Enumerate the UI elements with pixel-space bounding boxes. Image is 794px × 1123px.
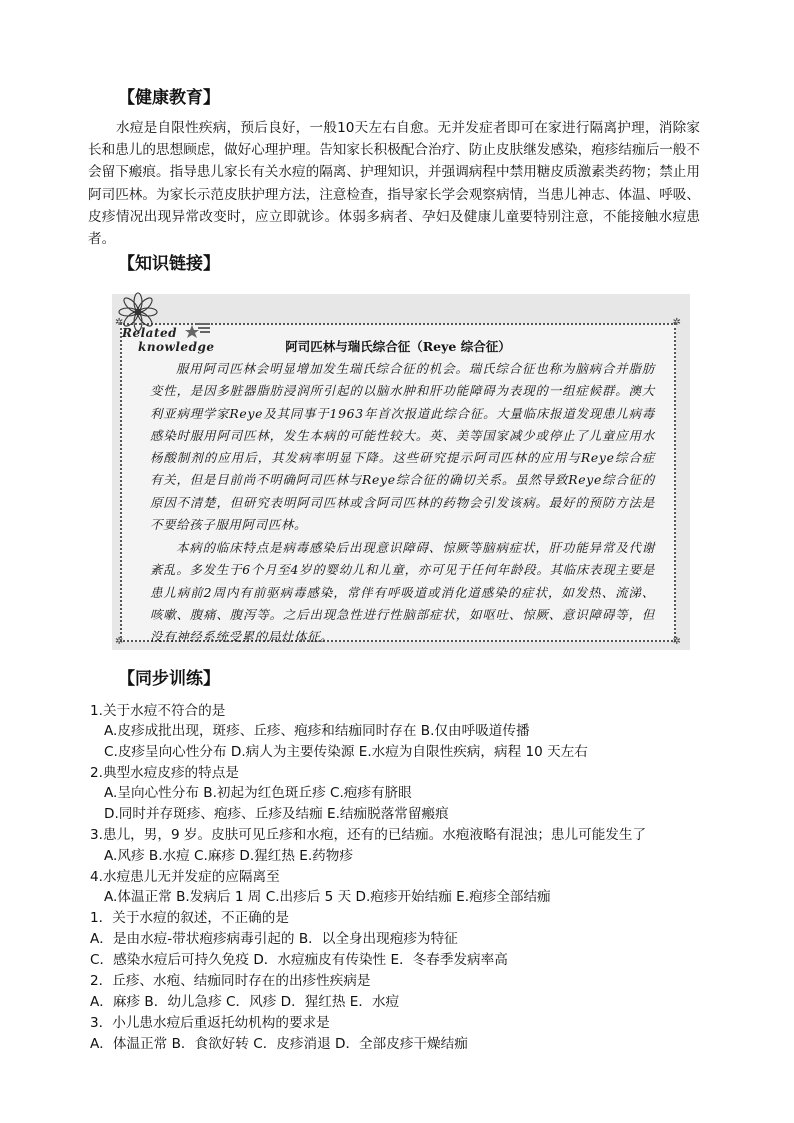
logo-text-knowledge: knowledge: [138, 340, 215, 354]
corner-ornament-icon: ✲: [115, 636, 124, 647]
knowledge-box-paragraph-2: 本病的临床特点是病毒感染后出现意识障碍、惊厥等脑病症状，肝功能异常及代谢紊乱。多发生于6个月至4岁的婴幼儿和儿童，亦可见于任何年龄段。其临床表现主要是患儿病前2周内有前驱病毒感染，常伴有呼吸道或消化道感染的症状，如发热、流涕、咳嗽、腹痛、腹泻等。之后出现急性进行性脑部症状，如呕吐、惊厥、意识障碍等，但没有神经系统受累的局灶体征。: [150, 540, 655, 645]
question-b1-options-c: C．感染水痘后可持久免疫 D．水痘痂皮有传染性 E．冬春季发病率高: [90, 952, 508, 968]
health-education-heading: 【健康教育】: [118, 88, 220, 108]
question-3-options: A.风疹 B.水痘 C.麻疹 D.猩红热 E.药物疹: [104, 848, 353, 864]
question-b3-stem: 3．小儿患水痘后重返托幼机构的要求是: [90, 1015, 330, 1031]
question-1-options-a: A.皮疹成批出现，斑疹、丘疹、疱疹和结痂同时存在 B.仅由呼吸道传播: [104, 723, 530, 739]
health-education-paragraph: 水痘是自限性疾病，预后良好，一般10天左右自愈。无并发症者即可在家进行隔离护理，消除家长和患儿的思想顾虑，做好心理护理。告知家长积极配合治疗、防止皮肤继发感染，疱疹结痂后一般不会留下瘢痕。指导患儿家长有关水痘的隔离、护理知识，并强调病程中禁用糖皮质激素类药物；禁止用阿司匹林。为家长示范皮肤护理方法，注意检查，指导家长学会观察病情，当患儿神志、体温、呼吸、皮疹情况出现异常改变时，应立即就诊。体弱多病者、孕妇及健康儿童要特别注意，不能接触水痘患者。: [88, 120, 700, 248]
logo-text-related: Related: [122, 326, 178, 340]
practice-heading: 【同步训练】: [118, 669, 220, 689]
question-2-options-d: D.同时并存斑疹、疱疹、丘疹及结痂 E.结痂脱落常留瘢痕: [104, 806, 449, 822]
corner-ornament-icon: ✲: [672, 636, 681, 647]
question-b2-stem: 2．丘疹、水疱、结痂同时存在的出疹性疾病是: [90, 973, 371, 989]
question-b1-options-a: A．是由水痘-带状疱疹病毒引起的 B．以全身出现疱疹为特征: [90, 931, 458, 947]
related-knowledge-logo: [112, 292, 222, 356]
knowledge-link-heading: 【知识链接】: [118, 254, 220, 274]
question-b2-options: A．麻疹 B．幼儿急疹 C．风疹 D．猩红热 E．水痘: [90, 994, 400, 1010]
question-4-stem: 4.水痘患儿无并发症的应隔离至: [90, 869, 280, 885]
question-b3-options: A．体温正常 B．食欲好转 C．皮疹消退 D．全部皮疹干燥结痂: [90, 1036, 468, 1052]
corner-ornament-icon: ✲: [672, 317, 681, 328]
question-b1-stem: 1．关于水痘的叙述，不正确的是: [90, 910, 289, 926]
question-1-options-c: C.皮疹呈向心性分布 D.病人为主要传染源 E.水痘为自限性疾病，病程 10 天左右: [104, 744, 588, 760]
question-1-stem: 1.关于水痘不符合的是: [90, 703, 226, 719]
question-2-options-a: A.呈向心性分布 B.初起为红色斑丘疹 C.疱疹有脐眼: [104, 785, 412, 801]
knowledge-box: [115, 317, 681, 647]
knowledge-box-title: 阿司匹林与瑞氏综合征（Reye 综合征）: [285, 339, 511, 354]
question-4-options: A.体温正常 B.发病后 1 周 C.出疹后 5 天 D.疱疹开始结痂 E.疱疹全部结痂: [104, 889, 551, 905]
knowledge-box-paragraph-1: 服用阿司匹林会明显增加发生瑞氏综合征的机会。瑞氏综合征也称为脑病合并脂肪变性，是因多脏器脂肪浸润所引起的以脑水肿和肝功能障碍为表现的一组症候群。澳大利亚病理学家Reye及其同事于1963年首次报道此综合征。大量临床报道发现患儿病毒感染时服用阿司匹林，发生本病的可能性较大。英、美等国家减少或停止了儿童应用水杨酸制剂的应用后，其发病率明显下降。这些研究提示阿司匹林的应用与Reye综合症有关，但是目前尚不明确阿司匹林与Reye综合征的确切关系。虽然导致Reye综合征的原因不清楚，但研究表明阿司匹林或含阿司匹林的药物会引发该病。最好的预防方法是不要给孩子服用阿司匹林。: [150, 361, 655, 533]
question-3-stem: 3.患儿，男，9 岁。皮肤可见丘疹和水疱，还有的已结痂。水疱液略有混浊；患儿可能发生了: [90, 827, 647, 843]
corner-ornament-icon: ✲: [115, 317, 124, 328]
question-2-stem: 2.典型水痘皮疹的特点是: [90, 765, 239, 781]
